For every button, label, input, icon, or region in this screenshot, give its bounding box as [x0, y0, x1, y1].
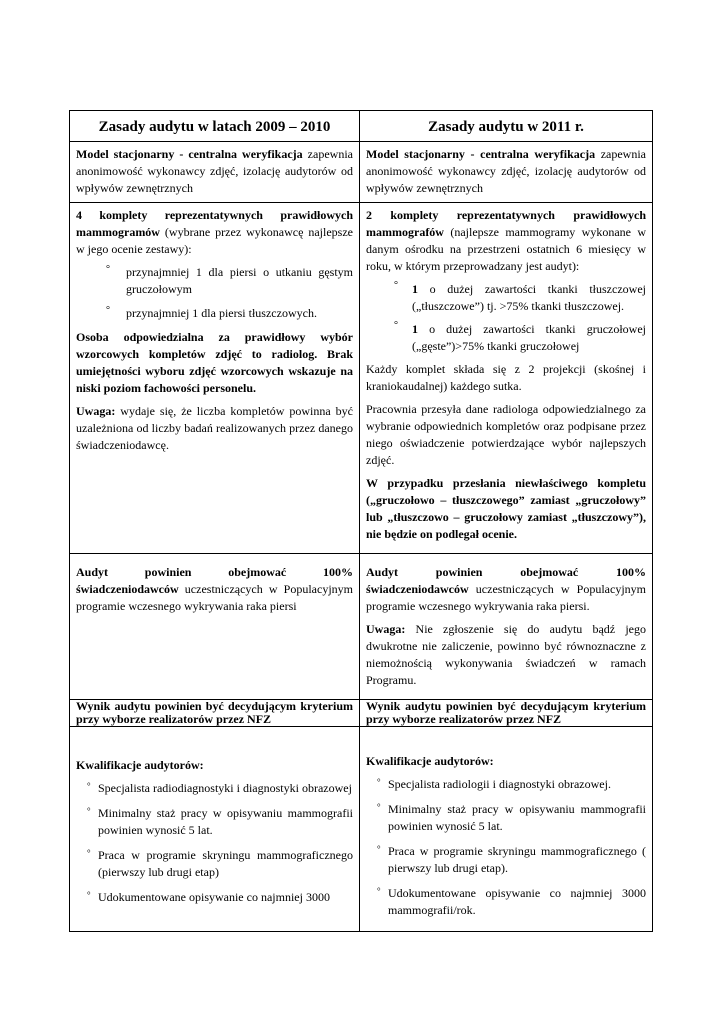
header-2011: Zasady audytu w 2011 r. [360, 111, 653, 142]
audit-cell-left [70, 554, 360, 700]
audit-rules-table [69, 110, 653, 932]
sets-left-intro [76, 207, 353, 258]
list-item [76, 805, 353, 839]
sets-left-intro-bold: 4 komplety reprezentatywnych prawidłowych mammogramów [76, 208, 353, 239]
bullet-icon: ° [87, 806, 91, 816]
model-left-text: zapewnia anonimowość wykonawcy zdjęć, izolację audytorów od wpływów zewnętrznych [76, 147, 353, 195]
qualification-text: Specjalista radiodiagnostyki i diagnostyki obrazowej [98, 781, 352, 795]
sets-right-bullets [366, 281, 646, 355]
bullet-icon: ° [106, 305, 110, 316]
sets-cell-right [360, 203, 653, 554]
bullet-icon: ° [106, 264, 110, 275]
list-item [366, 776, 646, 793]
note-text: wydaje się, że liczba kompletów powinna być uzależniona od liczby badań realizowanych przez danego świadczeniodawcę. [76, 404, 353, 452]
list-item [366, 801, 646, 835]
bullet-text: o dużej zawartości tkanki tłuszczowej („tłuszczowe”) tj. >75% tkanki tłuszczowej. [412, 282, 646, 313]
sets-right-warning [366, 475, 646, 543]
model-cell-right [360, 142, 653, 203]
qualifications-cell-left [70, 727, 360, 932]
bullet-icon: ° [87, 781, 91, 791]
bullet-text: przynajmniej 1 dla piersi o utkaniu gęstym gruczołowym [126, 265, 353, 296]
audit-right-text [366, 564, 646, 615]
sets-right-intro-text: (najlepsze mammogramy wykonane w danym ośrodku na przestrzeni ostatnich 6 miesięcy w roku, w którym przeprowadzany jest audyt): [366, 225, 646, 273]
qualifications-cell-right [360, 727, 653, 932]
bullet-number: 1 [412, 322, 418, 336]
bullet-icon: ° [377, 844, 381, 854]
bullet-text: przynajmniej 1 dla piersi tłuszczowych. [126, 306, 317, 320]
audit-left-rest: uczestniczących w Populacyjnym programie wczesnego wykrywania raka piersi [76, 582, 353, 613]
qualification-text: Praca w programie skryningu mammograficznego (pierwszy lub drugi etap) [98, 848, 353, 879]
result-cell-right [360, 700, 653, 727]
bullet-icon: ° [377, 802, 381, 812]
model-right-text: zapewnia anonimowość wykonawcy zdjęć, izolację audytorów od wpływów zewnętrznych [366, 147, 646, 195]
qualification-text: Minimalny staż pracy w opisywaniu mammografii powinien wynosić 5 lat. [388, 802, 646, 833]
qualification-text: Udokumentowane opisywanie co najmniej 3000 [98, 890, 330, 904]
model-right-bold: Model stacjonarny - centralna weryfikacja [366, 147, 596, 161]
result-left-text: Wynik audytu powinien być decydującym kryterium przy wyborze realizatorów przez NFZ [76, 699, 353, 726]
header-2009-2010: Zasady audytu w latach 2009 – 2010 [70, 111, 360, 142]
qualifications-title: Kwalifikacje audytorów: [366, 754, 494, 768]
bullet-icon: ° [394, 280, 398, 291]
sets-cell-left [70, 203, 360, 554]
sets-right-intro-bold: 2 komplety reprezentatywnych prawidłowych mammografów [366, 208, 646, 239]
bullet-text: o dużej zawartości tkanki gruczołowej („gęste”)>75% tkanki gruczołowej [412, 322, 646, 353]
qualifications-right-title [366, 753, 646, 770]
sets-left-intro-text: (wybrane przez wykonawcę najlepsze w jego ocenie zestawy): [76, 225, 353, 256]
audit-right-rest: uczestniczących w Populacyjnym programie wczesnego wykrywania raka piersi. [366, 582, 646, 613]
model-cell-left [70, 142, 360, 203]
warning-text: W przypadku przesłania niewłaściwego kompletu („gruczołowo – tłuszczowego” zamiast „gruczołowy” lub „tłuszczowo – gruczołowy zamiast „tłuszczowy”), nie będzie on podlegał ocenie. [366, 476, 646, 541]
qualification-text: Minimalny staż pracy w opisywaniu mammografii powinien wynosić 5 lat. [98, 806, 353, 837]
list-item [76, 780, 353, 797]
bullet-icon: ° [87, 848, 91, 858]
sets-right-lab: Pracownia przesyła dane radiologa odpowiedzialnego za wybranie odpowiednich kompletów oraz podpisane przez niego oświadczenie potwierdzające wybór najlepszych zdjęć. [366, 402, 646, 467]
qualifications-title: Kwalifikacje audytorów: [76, 758, 204, 772]
qualifications-left-list [76, 780, 353, 906]
audit-left-bold: Audyt powinien obejmować 100% świadczeniodawców [76, 565, 353, 596]
result-row [70, 700, 653, 727]
qualification-text: Udokumentowane opisywanie co najmniej 3000 mammografii/rok. [388, 886, 646, 917]
audit-left-text [76, 564, 353, 615]
list-item [76, 847, 353, 881]
note-label: Uwaga: [76, 404, 116, 418]
bullet-icon: ° [87, 890, 91, 900]
qualification-text: Praca w programie skryningu mammograficznego ( pierwszy lub drugi etap). [388, 844, 646, 875]
bullet-icon: ° [377, 777, 381, 787]
note-label: Uwaga: [366, 622, 406, 636]
bullet-icon: ° [377, 886, 381, 896]
audit-cell-right [360, 554, 653, 700]
bullet-icon: ° [394, 320, 398, 331]
audit-row [70, 554, 653, 700]
result-right-text: Wynik audytu powinien być decydującym kryterium przy wyborze realizatorów przez NFZ [366, 699, 646, 726]
header-row [70, 111, 653, 142]
sets-left-bullets [76, 264, 353, 322]
list-item [76, 305, 353, 322]
bullet-number: 1 [412, 282, 418, 296]
responsible-text: Osoba odpowiedzialna za prawidłowy wybór wzorcowych kompletów zdjęć to radiolog. Brak umiejętności wyboru zdjęć wzorcowych wskazuje na niski poziom fachowości personelu. [76, 330, 353, 395]
qualifications-left-title [76, 757, 353, 774]
list-item [366, 885, 646, 919]
qualifications-row [70, 727, 653, 932]
audit-right-note [366, 621, 646, 689]
sets-row [70, 203, 653, 554]
model-row [70, 142, 653, 203]
result-cell-left [70, 700, 360, 727]
sets-left-responsible [76, 329, 353, 397]
model-left-bold: Model stacjonarny - centralna weryfikacja [76, 147, 303, 161]
list-item [366, 321, 646, 355]
sets-right-intro [366, 207, 646, 275]
qualification-text: Specjalista radiologii i diagnostyki obrazowej. [388, 777, 611, 791]
list-item [76, 889, 353, 906]
list-item [366, 843, 646, 877]
list-item [76, 264, 353, 298]
audit-right-bold: Audyt powinien obejmować 100% świadczeniodawców [366, 565, 646, 596]
sets-left-note [76, 403, 353, 454]
qualifications-right-list [366, 776, 646, 919]
sets-right-projections: Każdy komplet składa się z 2 projekcji (skośnej i kraniokaudalnej) każdego sutka. [366, 362, 646, 393]
list-item [366, 281, 646, 315]
note-text: Nie zgłoszenie się do audytu bądź jego dwukrotne nie zaliczenie, powinno być równoznaczne z niemożnością wykonywania świadczeń w ramach Programu. [366, 622, 646, 687]
